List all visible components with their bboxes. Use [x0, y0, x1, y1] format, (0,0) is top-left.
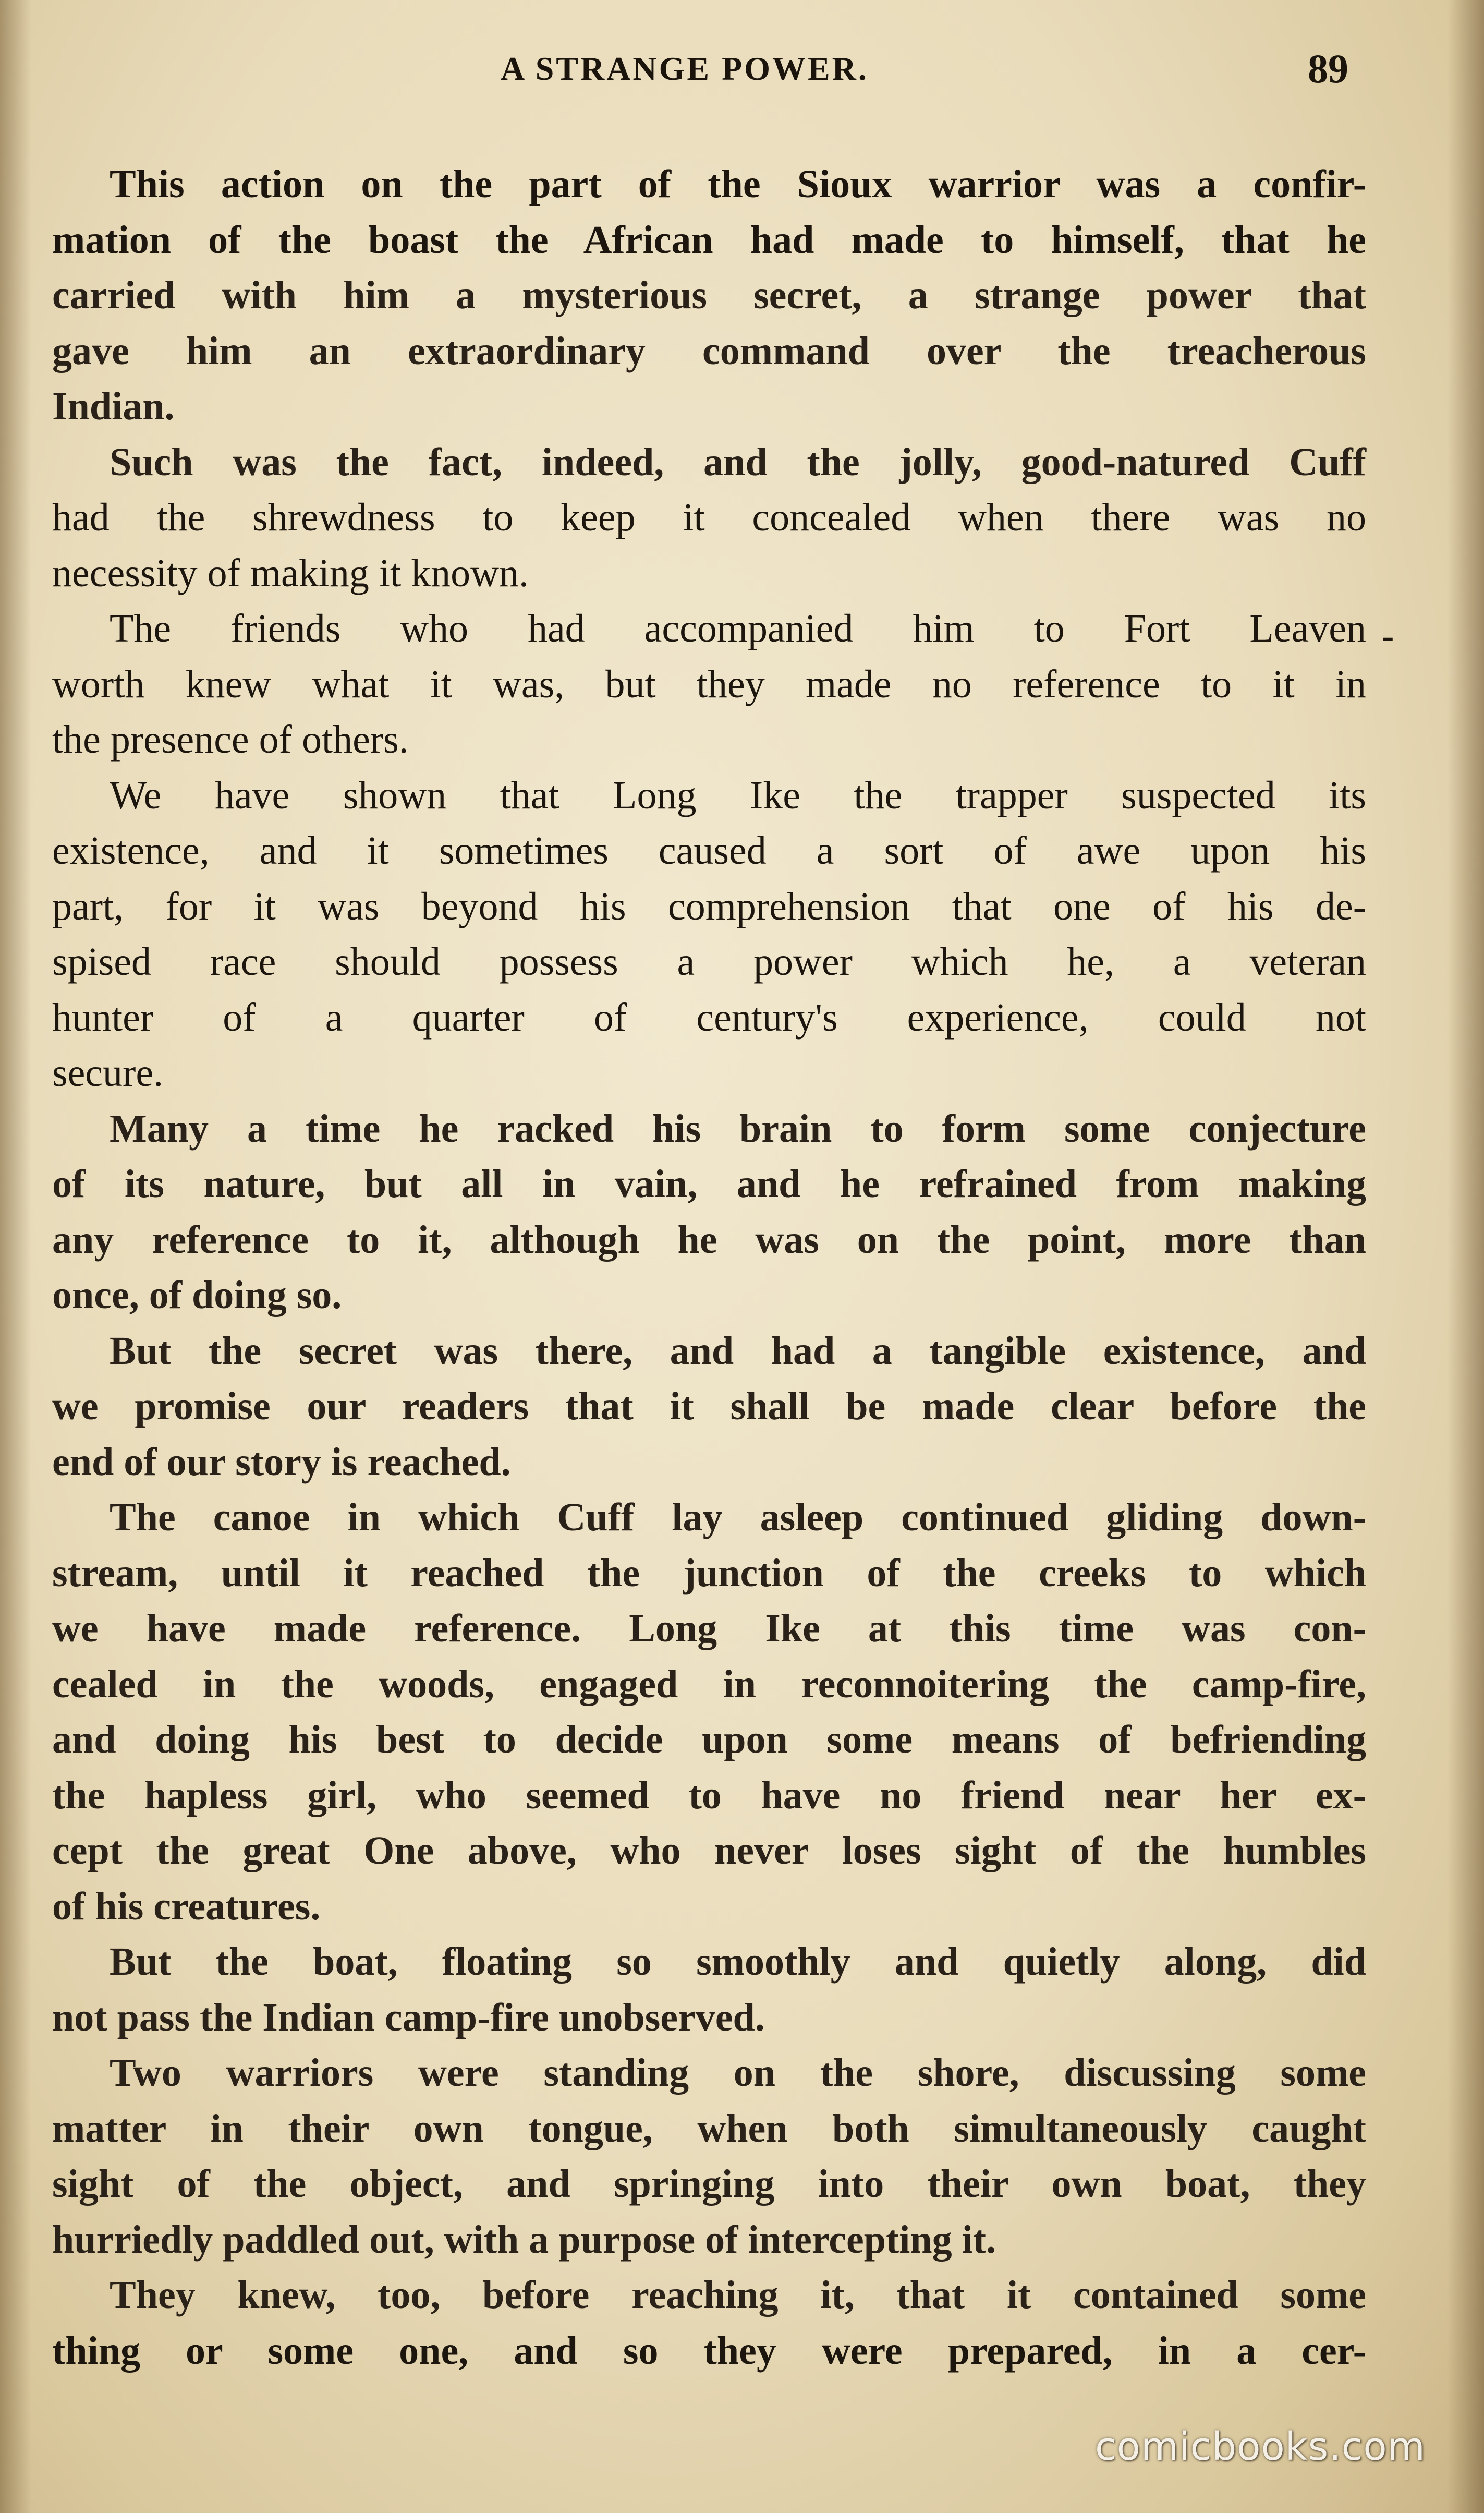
text-line: gave him an extraordinary command over the treacherous — [52, 329, 1366, 373]
text-line: The canoe in which Cuff lay asleep continued gliding down- — [110, 1495, 1366, 1539]
text-line: secure. — [52, 1051, 164, 1095]
text-line: stream, until it reached the junction of the creeks to which — [52, 1551, 1366, 1595]
text-line: The friends who had accompanied him to Fort Leaven — [110, 607, 1366, 650]
text-line: and doing his best to decide upon some means of befriending — [52, 1718, 1366, 1761]
running-title: A STRANGE POWER. — [501, 50, 869, 87]
text-line: Indian. — [52, 384, 175, 428]
text-line: carried with him a mysterious secret, a strange power that — [52, 273, 1366, 317]
text-line: hunter of a quarter of century's experience, could not — [52, 995, 1366, 1040]
text-line: But the secret was there, and had a tangible existence, and — [110, 1328, 1366, 1373]
text-line: Two warriors were standing on the shore, discussing some — [110, 2051, 1366, 2095]
text-line: end of our story is reached. — [52, 1440, 511, 1484]
text-line: cept the great One above, who never loses sight of the humbles — [52, 1829, 1366, 1872]
text-line: worth knew what it was, but they made no reference to it in — [52, 662, 1366, 706]
text-line: matter in their own tongue, when both simultaneously caught — [52, 2106, 1366, 2150]
running-head — [0, 46, 1484, 96]
text-line: we promise our readers that it shall be made clear before the — [52, 1384, 1366, 1428]
text-line: had the shrewdness to keep it concealed when there was no — [52, 496, 1366, 539]
text-line: part, for it was beyond his comprehension that one of his de- — [52, 884, 1366, 928]
text-line: Many a time he racked his brain to form some conjecture — [110, 1106, 1366, 1151]
text-line: thing or some one, and so they were prepared, in a cer- — [52, 2328, 1366, 2373]
text-line: the presence of others. — [52, 718, 409, 762]
text-line: of his creatures. — [52, 1884, 321, 1928]
text-line: once, of doing so. — [52, 1273, 342, 1317]
margin-hyphen: - — [1382, 616, 1394, 656]
text-line: spised race should possess a power which he, a veteran — [52, 940, 1366, 984]
text-line: But the boat, floating so smoothly and quietly along, did — [110, 1940, 1366, 1984]
text-line: This action on the part of the Sioux warrior was a confir- — [110, 162, 1366, 206]
text-line: hurriedly paddled out, with a purpose of intercepting it. — [52, 2217, 996, 2262]
text-line: any reference to it, although he was on the point, more than — [52, 1217, 1366, 1262]
text-line: sight of the object, and springing into their own boat, they — [52, 2162, 1366, 2206]
text-line: Such was the fact, indeed, and the jolly, good-natured Cuff — [110, 440, 1366, 484]
text-line: cealed in the woods, engaged in reconnoitering the camp-fire, — [52, 1662, 1366, 1706]
text-line: of its nature, but all in vain, and he refrained from making — [52, 1162, 1366, 1206]
text-line: existence, and it sometimes caused a sort of awe upon his — [52, 829, 1366, 873]
text-line: we have made reference. Long Ike at this time was con- — [52, 1606, 1366, 1650]
page-number: 89 — [1308, 46, 1348, 91]
text-line: necessity of making it known. — [52, 551, 529, 595]
body-text — [52, 156, 1366, 2378]
text-line: not pass the Indian camp-fire unobserved. — [52, 1995, 765, 2039]
text-line: the hapless girl, who seemed to have no friend near her ex- — [52, 1773, 1366, 1817]
text-line: They knew, too, before reaching it, that it contained some — [110, 2273, 1366, 2317]
text-line: We have shown that Long Ike the trapper suspected its — [110, 773, 1366, 817]
watermark: comicbooks.com — [1095, 2424, 1426, 2469]
text-line: mation of the boast the African had made to himself, that he — [52, 218, 1366, 262]
